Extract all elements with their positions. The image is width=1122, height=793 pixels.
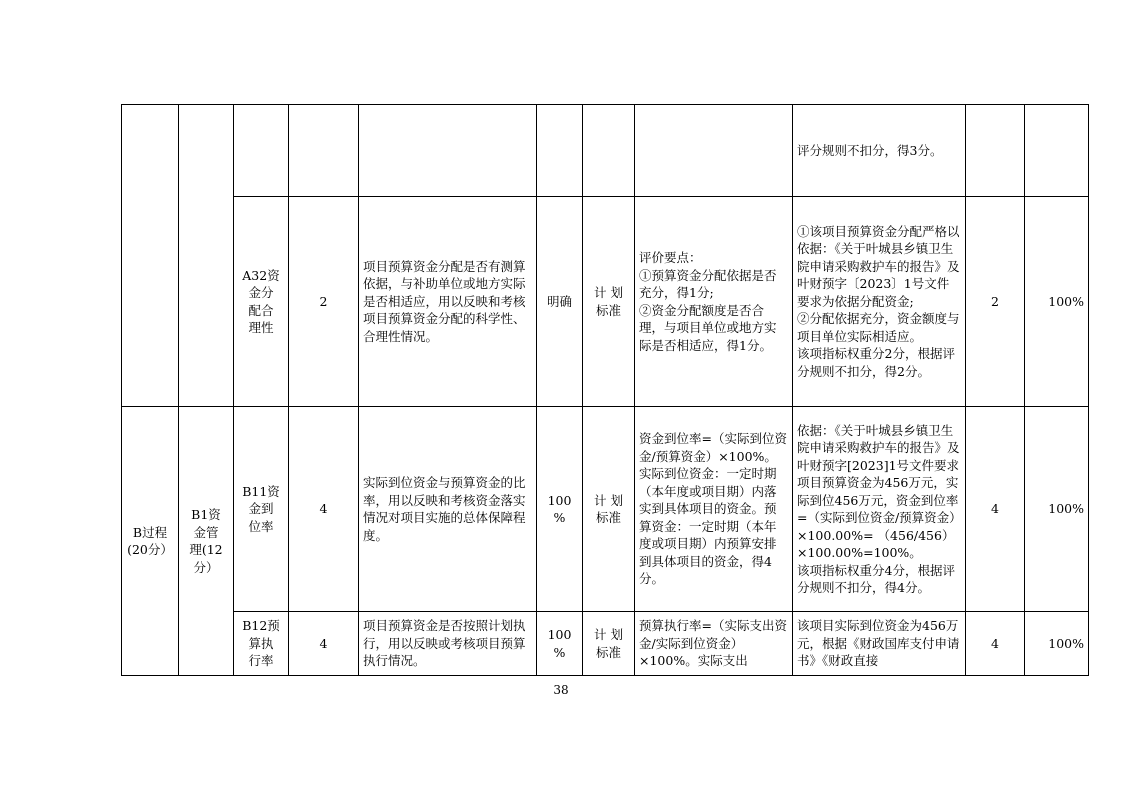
- indicator-name-cell: [234, 407, 289, 612]
- target-cell: [537, 407, 583, 612]
- target: 100 %: [547, 627, 572, 660]
- page-number: 38: [553, 683, 569, 697]
- cell-col4: [289, 105, 359, 197]
- scoring-rule: 评价要点： ①预算资金分配依据是否充分，得1分; ②资金分配额度是否合理，与项目单位或地方实际是否相适应，得1分。: [639, 250, 777, 353]
- cell-col9: [793, 105, 966, 197]
- standard: 计 划 标准: [594, 627, 623, 660]
- scoring-rule-cell: [635, 197, 793, 407]
- evidence: 该项目实际到位资金为456万元，根据《财政国库支付申请书》《财政直接: [797, 618, 960, 669]
- cell-col7: [583, 105, 635, 197]
- indicator-name-cell: [234, 197, 289, 407]
- cell-col9-text: 评分规则不扣分，得3分。: [797, 142, 943, 158]
- target: 100 %: [547, 492, 572, 525]
- description-cell: [359, 612, 537, 676]
- evidence: ①该项目预算资金分配严格以依据：《关于叶城县乡镇卫生院申请采购救护车的报告》及叶财预字〔2023〕1号文件要求为依据分配资金; ②分配依据充分，资金额度与项目单位实际相适应。 该项指标权重分2分，根据评分规则不扣分，得2分。: [797, 223, 960, 379]
- evidence-cell: [793, 612, 966, 676]
- table-row: [122, 197, 1089, 407]
- level2-indicator: B1资 金管 理(12 分）: [189, 507, 223, 575]
- level2-indicator-cell: [179, 407, 234, 676]
- table-row: [122, 105, 1089, 197]
- cell-col6: [537, 105, 583, 197]
- score-cell: 4: [966, 407, 1025, 612]
- standard: 计 划 标准: [594, 285, 623, 318]
- cell-col11: [1025, 105, 1089, 197]
- target-cell: 明确: [537, 197, 583, 407]
- description: 项目预算资金分配是否有测算依据，与补助单位或地方实际是否相适应，用以反映和考核项目预算资金分配的科学性、合理性情况。: [363, 258, 526, 344]
- evidence-cell: [793, 407, 966, 612]
- rate-cell: 100%: [1025, 197, 1089, 407]
- indicator-name: A32资 金分 配合 理性: [242, 267, 280, 335]
- score-cell: 2: [966, 197, 1025, 407]
- description-cell: [359, 197, 537, 407]
- weight-cell: 2: [289, 197, 359, 407]
- table-row: [122, 612, 1089, 676]
- scoring-rule: 资金到位率=（实际到位资金/预算资金）×100%。实际到位资金：一定时期（本年度或项目期）内落实到具体项目的资金。预算资金：一定时期（本年度或项目期）内预算安排到具体项目的资金，得4分。: [639, 431, 787, 587]
- standard-cell: [583, 612, 635, 676]
- weight-cell: 4: [289, 612, 359, 676]
- evidence: 依据：《关于叶城县乡镇卫生院申请采购救护车的报告》及叶财预字[2023]1号文件要求项目预算资金为456万元，实际到位456万元，资金到位率=（实际到位资金/预算资金）×100.00%= （456/456）×100.00%=100%。 该项指标权重分4分，根据评分规则不扣分，得4分。: [797, 422, 960, 595]
- cell-col2: [179, 105, 234, 407]
- description: 项目预算资金是否按照计划执行，用以反映或考核项目预算执行情况。: [363, 618, 526, 669]
- rate-cell: 100%: [1025, 407, 1089, 612]
- standard-cell: [583, 407, 635, 612]
- weight-cell: 4: [289, 407, 359, 612]
- indicator-name: B12预 算执 行率: [242, 618, 280, 669]
- cell-col10: [966, 105, 1025, 197]
- score-cell: 4: [966, 612, 1025, 676]
- standard: 计 划 标准: [594, 492, 623, 525]
- cell-col3: [234, 105, 289, 197]
- description-cell: [359, 407, 537, 612]
- scoring-rule-cell: [635, 612, 793, 676]
- evaluation-table: [121, 104, 1089, 676]
- indicator-name-cell: [234, 612, 289, 676]
- description: 实际到位资金与预算资金的比率，用以反映和考核资金落实情况对项目实施的总体保障程度。: [363, 475, 526, 543]
- rate-cell: 100%: [1025, 612, 1089, 676]
- scoring-rule-cell: [635, 407, 793, 612]
- level1-indicator-cell: [122, 407, 179, 676]
- indicator-name: B11资 金到 位率: [242, 483, 280, 534]
- table-row: [122, 407, 1089, 612]
- cell-col5: [359, 105, 537, 197]
- cell-col1: [122, 105, 179, 407]
- target-cell: [537, 612, 583, 676]
- standard-cell: [583, 197, 635, 407]
- scoring-rule: 预算执行率=（实际支出资金/实际到位资金）×100%。实际支出: [639, 618, 787, 669]
- cell-col8: [635, 105, 793, 197]
- evidence-cell: [793, 197, 966, 407]
- level1-indicator: B过程 (20分）: [127, 524, 173, 557]
